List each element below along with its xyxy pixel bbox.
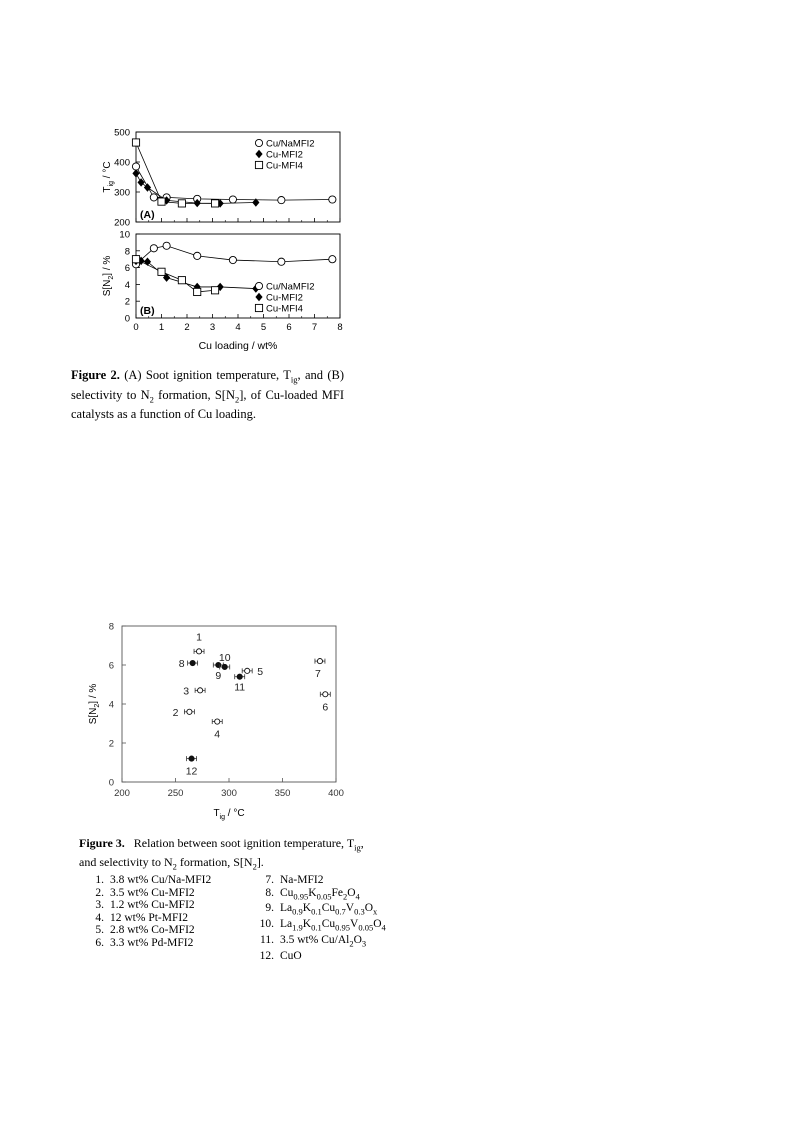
x-tick-label: 300 <box>221 788 237 799</box>
data-point <box>198 688 203 693</box>
data-point-0 <box>150 194 157 201</box>
legend-entry-2: Cu-MFI4 <box>266 303 303 315</box>
data-point <box>187 709 192 714</box>
data-point-0 <box>150 245 157 252</box>
x-axis-label: $T_{ig} / ^\circ C$ <box>213 808 245 821</box>
data-point-0 <box>329 196 336 203</box>
y-tick-label: 0 <box>124 313 130 325</box>
legend-entry-1: Cu-MFI2 <box>266 149 303 161</box>
y-axis-label: $T_{ig} / ^\circ C$ <box>102 161 115 193</box>
data-point-0 <box>132 163 139 170</box>
point-label: 2 <box>172 706 179 719</box>
y-tick-label: 6 <box>124 263 130 275</box>
y-tick-label: 6 <box>108 660 114 672</box>
catalyst-item <box>84 874 211 887</box>
data-point <box>222 664 227 669</box>
data-point-2 <box>211 200 218 207</box>
y-axis-label: $S[N_2]$ / % <box>88 683 101 725</box>
data-point <box>317 659 322 664</box>
catalyst-name: 3.8 wt% Cu/Na-MFI2 <box>110 874 212 886</box>
x-tick-label: 7 <box>311 322 318 333</box>
legend-marker-2 <box>255 161 262 168</box>
data-point <box>237 674 242 679</box>
x-tick-label: 2 <box>184 322 190 333</box>
series-line-2 <box>136 143 215 204</box>
data-point <box>215 719 220 724</box>
catalyst-item <box>254 902 386 918</box>
x-axis-label: Cu loading / wt% <box>198 340 278 352</box>
catalyst-item <box>254 874 386 887</box>
x-tick-label: 1 <box>158 322 165 333</box>
catalyst-number: 5. <box>95 924 104 937</box>
catalyst-number: 4. <box>95 911 104 924</box>
x-tick-label: 4 <box>235 322 241 333</box>
y-tick-label: 300 <box>114 187 130 199</box>
legend-entry-0: Cu/NaMFI2 <box>266 281 315 293</box>
catalyst-item <box>84 899 211 912</box>
figure-2 <box>98 122 348 362</box>
catalyst-name: 2.8 wt% Co-MFI2 <box>110 924 195 937</box>
catalyst-name: 12 wt% Pt-MFI2 <box>110 911 188 924</box>
point-label: 12 <box>185 765 198 778</box>
point-label: 4 <box>214 728 221 741</box>
data-point-0 <box>229 196 236 203</box>
catalyst-item <box>254 918 386 934</box>
point-label: 10 <box>218 651 231 664</box>
data-point-0 <box>278 197 285 204</box>
legend-marker-0 <box>255 139 262 146</box>
catalyst-name: $Cu_{0.95}K_{0.05}Fe_2O_4$ <box>280 886 360 901</box>
figure-2-caption-text: (A) Soot ignition temperature, $T_{ig}$, and (B) selectivity to $N_2$ formation, $S[N_2]$, of Cu-loaded MFI catalysts as a function of Cu loading. <box>71 368 345 421</box>
data-point-2 <box>132 256 139 263</box>
legend-marker-1 <box>255 150 262 158</box>
legend-entry-2: Cu-MFI4 <box>266 160 303 172</box>
point-label: 6 <box>322 701 329 714</box>
panel-label: (A) <box>140 209 155 221</box>
y-axis-label: $S[N_2]$ / % <box>102 255 115 297</box>
data-point <box>323 692 328 697</box>
panel-label: (B) <box>140 305 155 317</box>
data-point-2 <box>158 268 165 275</box>
catalyst-item <box>84 912 211 925</box>
y-tick-label: 400 <box>114 157 130 169</box>
figure-2-panel-a <box>102 128 340 229</box>
catalyst-name: 3.5 wt% Cu-MFI2 <box>110 886 195 899</box>
plot-frame <box>122 626 336 782</box>
y-tick-label: 0 <box>108 777 114 789</box>
y-tick-label: 4 <box>124 279 130 291</box>
catalyst-name: $La_{0.9}K_{0.1}Cu_{0.7}V_{0.3}O_x$ <box>280 902 378 917</box>
x-tick-label: 250 <box>167 788 184 799</box>
point-label: 5 <box>257 665 264 678</box>
catalyst-number: 6. <box>95 936 104 949</box>
legend-marker-2 <box>255 304 262 311</box>
y-tick-label: 2 <box>108 738 114 750</box>
legend-marker-1 <box>255 293 262 301</box>
catalyst-list-column-2 <box>254 874 386 963</box>
catalyst-name: Na-MFI2 <box>280 874 324 886</box>
data-point-0 <box>278 258 285 265</box>
catalyst-item <box>84 937 211 950</box>
legend-entry-0: Cu/NaMFI2 <box>266 138 315 150</box>
catalyst-item <box>84 924 211 937</box>
y-tick-label: 8 <box>108 621 114 633</box>
point-label: 8 <box>178 658 185 671</box>
catalyst-number: 10. <box>259 918 274 931</box>
data-point-2 <box>194 288 201 295</box>
catalyst-number: 1. <box>95 874 104 886</box>
catalyst-number: 9. <box>265 902 274 915</box>
data-point-0 <box>194 252 201 259</box>
x-tick-label: 400 <box>328 788 344 799</box>
data-point <box>190 660 195 665</box>
x-tick-label: 200 <box>114 788 130 799</box>
point-label: 9 <box>215 670 222 682</box>
catalyst-name: 3.3 wt% Pd-MFI2 <box>110 936 194 949</box>
catalyst-number: 7. <box>265 874 274 886</box>
legend-marker-0 <box>255 282 262 289</box>
figure-3 <box>86 612 356 827</box>
catalyst-name: CuO <box>280 950 302 963</box>
catalyst-name: 1.2 wt% Cu-MFI2 <box>110 899 195 912</box>
catalyst-number: 8. <box>265 886 274 899</box>
figure-3-label: Figure 3. <box>79 836 125 850</box>
data-point-0 <box>329 256 336 263</box>
figure-2-panel-b <box>102 230 343 353</box>
x-tick-label: 3 <box>209 322 216 333</box>
figure-2-caption <box>71 368 344 422</box>
data-point-2 <box>158 198 165 205</box>
figure-3-caption-text: Relation between soot ignition temperature, $T_{ig}$, and selectivity to $N_2$ formation, $S[N_2]$. <box>79 836 364 872</box>
point-label: 11 <box>234 681 246 694</box>
figure-2-label: Figure 2. <box>71 368 120 382</box>
x-tick-label: 5 <box>260 322 267 333</box>
data-point-0 <box>163 242 170 249</box>
data-point-2 <box>211 287 218 294</box>
point-label: 1 <box>196 631 202 644</box>
y-tick-label: 2 <box>124 296 130 308</box>
x-tick-label: 0 <box>133 322 139 333</box>
x-tick-label: 8 <box>337 322 343 333</box>
y-tick-label: 200 <box>114 217 130 229</box>
x-tick-label: 350 <box>274 788 291 799</box>
catalyst-number: 2. <box>95 886 104 899</box>
y-tick-label: 500 <box>114 127 130 139</box>
catalyst-item <box>84 887 211 900</box>
y-tick-label: 8 <box>124 246 130 258</box>
data-point-2 <box>178 200 185 207</box>
y-tick-label: 4 <box>108 699 114 711</box>
catalyst-number: 12. <box>259 950 274 963</box>
data-point-2 <box>178 277 185 284</box>
point-label: 7 <box>315 668 321 681</box>
point-label: 3 <box>183 685 190 698</box>
catalyst-number: 11. <box>260 934 274 947</box>
data-point <box>196 649 201 654</box>
catalyst-list-column-1 <box>84 874 211 950</box>
catalyst-item <box>254 887 386 903</box>
catalyst-name: 3.5 wt% $Cu/Al_2O_3$ <box>280 934 367 949</box>
data-point <box>189 756 194 761</box>
x-tick-label: 6 <box>286 322 292 333</box>
catalyst-item <box>254 934 386 950</box>
data-point <box>245 668 250 673</box>
catalyst-name: $La_{1.9}K_{0.1}Cu_{0.95}V_{0.05}O_4$ <box>280 918 386 933</box>
figure-3-caption <box>79 836 379 875</box>
y-tick-label: 10 <box>119 229 130 241</box>
catalyst-item <box>254 950 386 963</box>
data-point-2 <box>132 139 139 146</box>
catalyst-number: 3. <box>95 899 104 912</box>
figure-3-plot <box>88 622 344 822</box>
data-point-0 <box>229 256 236 263</box>
legend-entry-1: Cu-MFI2 <box>266 292 303 304</box>
